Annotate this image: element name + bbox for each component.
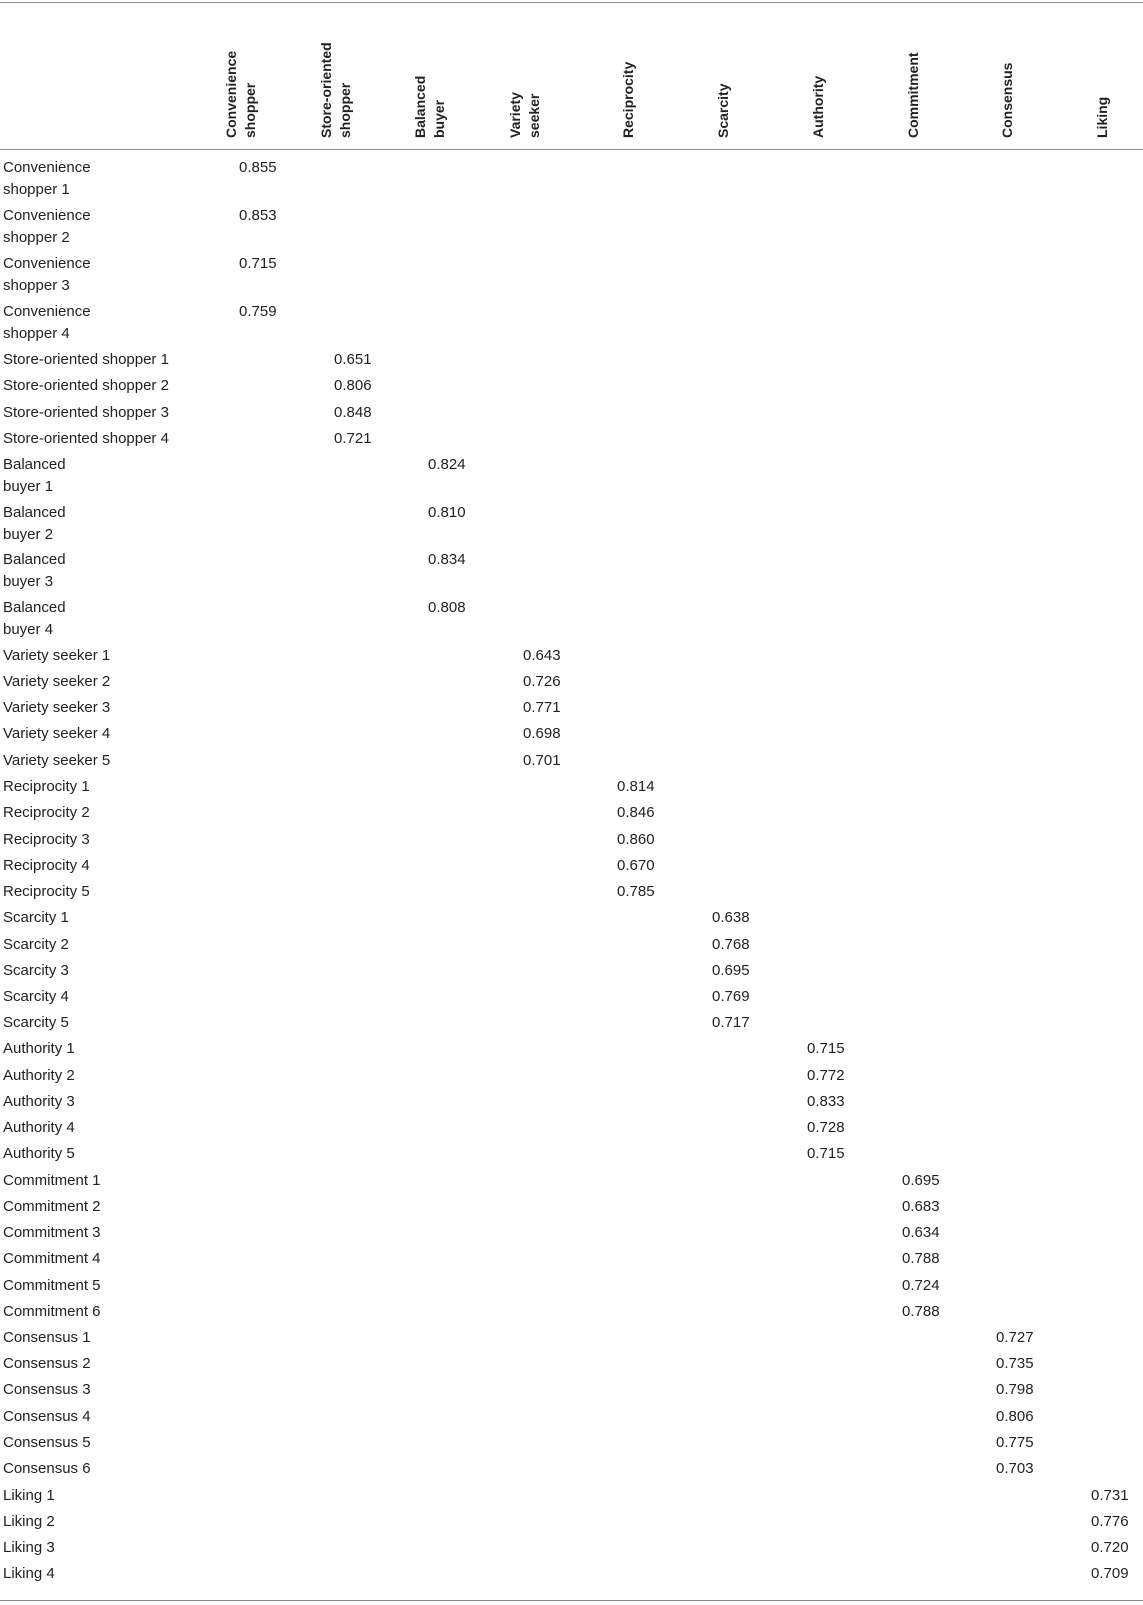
loading-value: 0.848 <box>334 404 372 421</box>
row-label-line: Consensus 4 <box>3 1408 91 1425</box>
loading-value: 0.715 <box>807 1145 845 1162</box>
row-label <box>3 1222 101 1244</box>
loading-value: 0.695 <box>902 1172 940 1189</box>
loading-value: 0.726 <box>523 673 561 690</box>
row-label-line: Reciprocity 4 <box>3 857 90 874</box>
row-label <box>3 671 110 693</box>
column-header-label <box>317 42 355 138</box>
row-label-line: shopper 4 <box>3 324 70 342</box>
row-label <box>3 502 66 545</box>
column-header-line: seeker <box>526 93 542 138</box>
column-header-line: Consensus <box>999 62 1015 138</box>
column-header-line: shopper <box>337 82 353 138</box>
loading-value: 0.833 <box>807 1093 845 1110</box>
column-header-label <box>904 52 923 138</box>
loading-value: 0.759 <box>239 303 277 320</box>
row-label <box>3 1196 101 1218</box>
row-label-line: Reciprocity 3 <box>3 831 90 848</box>
row-label-line: Commitment 1 <box>3 1172 101 1189</box>
loading-value: 0.788 <box>902 1303 940 1320</box>
row-label-line: Liking 2 <box>3 1513 55 1530</box>
row-label-line: Consensus 1 <box>3 1329 91 1346</box>
row-label-line: Reciprocity 2 <box>3 804 90 821</box>
row-label-line: Authority 1 <box>3 1040 75 1057</box>
row-label-line: Variety seeker 5 <box>3 752 111 769</box>
row-label-line: Scarcity 3 <box>3 962 69 979</box>
row-label <box>3 723 110 745</box>
loading-value: 0.695 <box>712 962 750 979</box>
column-header-label <box>714 84 733 138</box>
loading-value: 0.698 <box>523 725 561 742</box>
loading-value: 0.670 <box>617 857 655 874</box>
row-label-line: Variety seeker 3 <box>3 699 111 716</box>
row-label <box>3 1537 55 1559</box>
row-label-line: Authority 5 <box>3 1145 75 1162</box>
row-label-line: Liking 4 <box>3 1565 55 1582</box>
loading-value: 0.769 <box>712 988 750 1005</box>
row-label-line: Commitment 5 <box>3 1277 101 1294</box>
row-label <box>3 1091 75 1113</box>
row-label-line: Balanced <box>3 599 66 616</box>
row-label-line: Scarcity 4 <box>3 988 69 1005</box>
row-label-line: shopper 2 <box>3 228 70 246</box>
row-label <box>3 205 91 248</box>
row-label-line: Commitment 6 <box>3 1303 101 1320</box>
row-label-line: Commitment 2 <box>3 1198 101 1215</box>
row-label <box>3 402 169 424</box>
row-label <box>3 1012 69 1034</box>
table-header-rule <box>0 149 1143 150</box>
table-top-rule <box>0 2 1143 3</box>
table-bottom-rule <box>0 1600 1143 1601</box>
row-label <box>3 1432 91 1454</box>
loading-value: 0.785 <box>617 883 655 900</box>
row-label <box>3 802 90 824</box>
column-header-line: Store-oriented <box>318 42 334 138</box>
row-label-line: buyer 1 <box>3 477 54 495</box>
row-label <box>3 597 66 640</box>
row-label-line: Scarcity 5 <box>3 1014 69 1031</box>
row-label <box>3 855 90 877</box>
column-header-label <box>222 51 260 138</box>
loading-value: 0.806 <box>334 377 372 394</box>
loading-value: 0.683 <box>902 1198 940 1215</box>
row-label-line: shopper 3 <box>3 276 70 294</box>
row-label <box>3 1170 101 1192</box>
row-label-line: Store-oriented shopper 1 <box>3 351 169 368</box>
row-label <box>3 1379 91 1401</box>
loading-value: 0.808 <box>428 599 466 616</box>
row-label-line: Consensus 2 <box>3 1355 91 1372</box>
row-label-line: Authority 3 <box>3 1093 75 1110</box>
row-label-line: Reciprocity 5 <box>3 883 90 900</box>
loading-value: 0.853 <box>239 207 277 224</box>
row-label <box>3 645 110 667</box>
row-label-line: Authority 2 <box>3 1067 75 1084</box>
column-header-line: Authority <box>810 75 826 138</box>
row-label-line: Consensus 6 <box>3 1460 91 1477</box>
loading-value: 0.715 <box>239 255 277 272</box>
row-label-line: Balanced <box>3 504 66 521</box>
loading-value: 0.788 <box>902 1250 940 1267</box>
column-header-line: Liking <box>1094 96 1110 138</box>
loading-value: 0.720 <box>1091 1539 1129 1556</box>
row-label <box>3 157 91 200</box>
row-label <box>3 349 169 371</box>
row-label <box>3 1065 75 1087</box>
loading-value: 0.701 <box>523 752 561 769</box>
loading-value: 0.776 <box>1091 1513 1129 1530</box>
column-header-label <box>998 63 1017 138</box>
column-header-line: Scarcity <box>715 83 731 138</box>
row-label-line: Balanced <box>3 456 66 473</box>
loading-value: 0.724 <box>902 1277 940 1294</box>
row-label <box>3 1275 101 1297</box>
row-label-line: shopper 1 <box>3 180 70 198</box>
loading-value: 0.735 <box>996 1355 1034 1372</box>
loading-value: 0.721 <box>334 430 372 447</box>
loading-value: 0.643 <box>523 647 561 664</box>
column-header-line: Commitment <box>905 52 921 138</box>
row-label-line: Balanced <box>3 551 66 568</box>
row-label-line: buyer 3 <box>3 572 54 590</box>
column-header-line: Reciprocity <box>620 61 636 138</box>
loading-value: 0.709 <box>1091 1565 1129 1582</box>
loading-value: 0.768 <box>712 936 750 953</box>
row-label <box>3 1353 91 1375</box>
loading-value: 0.806 <box>996 1408 1034 1425</box>
column-header-line: Variety <box>507 92 523 138</box>
row-label <box>3 1038 75 1060</box>
row-label-line: Store-oriented shopper 3 <box>3 404 169 421</box>
row-label-line: Commitment 3 <box>3 1224 101 1241</box>
row-label-line: buyer 4 <box>3 620 54 638</box>
loading-value: 0.855 <box>239 159 277 176</box>
column-header-label <box>1093 97 1112 138</box>
loading-value: 0.798 <box>996 1381 1034 1398</box>
row-label <box>3 1117 75 1139</box>
row-label-line: buyer 2 <box>3 525 54 543</box>
row-label-line: Consensus 3 <box>3 1381 91 1398</box>
row-label <box>3 934 69 956</box>
loading-value: 0.771 <box>523 699 561 716</box>
row-label-line: Consensus 5 <box>3 1434 91 1451</box>
row-label-line: Convenience <box>3 255 91 272</box>
loading-value: 0.772 <box>807 1067 845 1084</box>
row-label-line: Variety seeker 4 <box>3 725 111 742</box>
row-label <box>3 549 66 592</box>
row-label-line: Authority 4 <box>3 1119 75 1136</box>
row-label-line: Commitment 4 <box>3 1250 101 1267</box>
row-label-line: Scarcity 2 <box>3 936 69 953</box>
row-label-line: Scarcity 1 <box>3 909 69 926</box>
row-label <box>3 1563 55 1585</box>
row-label <box>3 829 90 851</box>
loading-value: 0.703 <box>996 1460 1034 1477</box>
loading-value: 0.638 <box>712 909 750 926</box>
row-label-line: Liking 3 <box>3 1539 55 1556</box>
loading-value: 0.634 <box>902 1224 940 1241</box>
row-label-line: Variety seeker 2 <box>3 673 111 690</box>
row-label <box>3 1458 91 1480</box>
row-label <box>3 881 90 903</box>
column-header-line: Convenience <box>223 50 239 138</box>
loading-value: 0.715 <box>807 1040 845 1057</box>
column-header-label <box>411 76 449 138</box>
row-label <box>3 253 91 296</box>
row-label <box>3 1248 101 1270</box>
row-label <box>3 375 169 397</box>
row-label-line: Convenience <box>3 303 91 320</box>
loading-value: 0.834 <box>428 551 466 568</box>
row-label <box>3 1511 55 1533</box>
loading-value: 0.651 <box>334 351 372 368</box>
loading-value: 0.775 <box>996 1434 1034 1451</box>
row-label-line: Reciprocity 1 <box>3 778 90 795</box>
row-label-line: Convenience <box>3 207 91 224</box>
column-header-line: buyer <box>431 99 447 138</box>
row-label <box>3 301 91 344</box>
column-header-line: shopper <box>242 82 258 138</box>
loading-value: 0.717 <box>712 1014 750 1031</box>
row-label <box>3 776 90 798</box>
loading-value: 0.846 <box>617 804 655 821</box>
row-label <box>3 750 110 772</box>
loading-value: 0.727 <box>996 1329 1034 1346</box>
column-header-label <box>619 62 638 138</box>
row-label <box>3 1406 91 1428</box>
row-label <box>3 1143 75 1165</box>
row-label <box>3 1327 91 1349</box>
row-label <box>3 454 66 497</box>
row-label <box>3 907 69 929</box>
loading-value: 0.810 <box>428 504 466 521</box>
loading-value: 0.731 <box>1091 1487 1129 1504</box>
row-label <box>3 1485 55 1507</box>
column-header-label <box>506 92 544 138</box>
loading-value: 0.728 <box>807 1119 845 1136</box>
row-label <box>3 697 110 719</box>
row-label <box>3 428 169 450</box>
column-header-line: Balanced <box>412 75 428 138</box>
column-header-label <box>809 76 828 138</box>
row-label <box>3 960 69 982</box>
row-label-line: Store-oriented shopper 2 <box>3 377 169 394</box>
row-label-line: Variety seeker 1 <box>3 647 111 664</box>
row-label-line: Liking 1 <box>3 1487 55 1504</box>
loading-value: 0.814 <box>617 778 655 795</box>
row-label <box>3 1301 101 1323</box>
loading-value: 0.824 <box>428 456 466 473</box>
row-label-line: Convenience <box>3 159 91 176</box>
row-label-line: Store-oriented shopper 4 <box>3 430 169 447</box>
loading-value: 0.860 <box>617 831 655 848</box>
row-label <box>3 986 69 1008</box>
